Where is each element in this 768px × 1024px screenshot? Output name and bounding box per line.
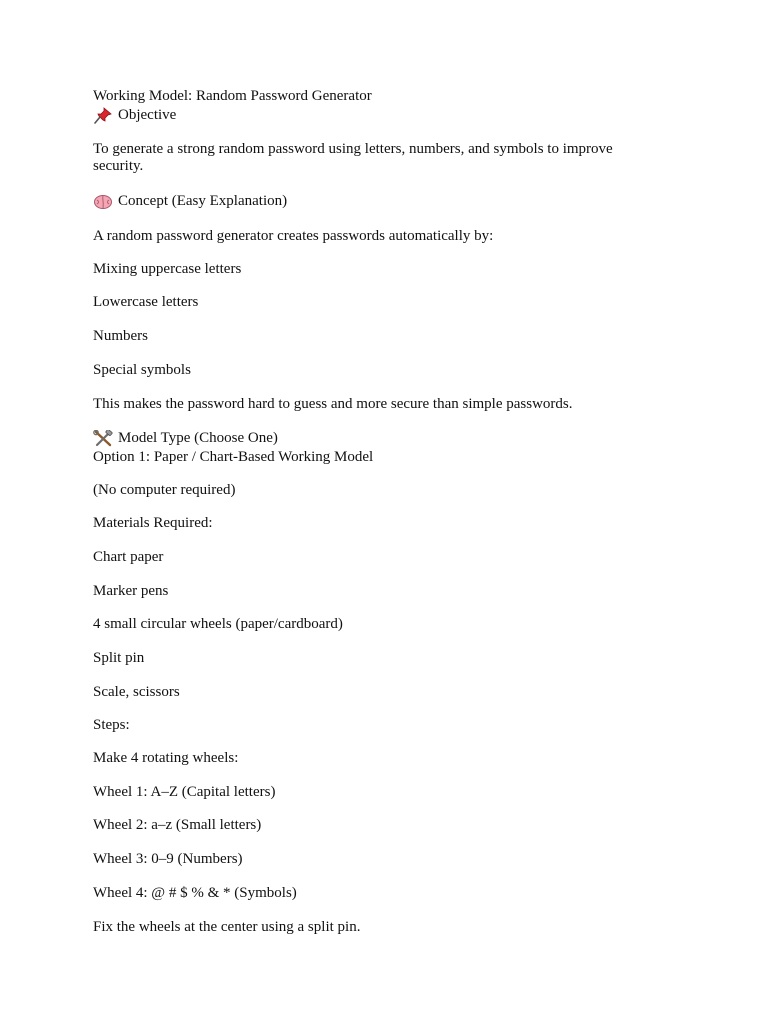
document-title: Working Model: Random Password Generator bbox=[93, 88, 372, 104]
tools-icon bbox=[93, 430, 113, 447]
fix-step: Fix the wheels at the center using a split pin. bbox=[93, 919, 361, 935]
list-item: Special symbols bbox=[93, 362, 191, 378]
list-item: Scale, scissors bbox=[93, 684, 180, 700]
steps-intro: Make 4 rotating wheels: bbox=[93, 750, 239, 766]
objective-text: To generate a strong random password using letters, numbers, and symbols to improve security. bbox=[93, 141, 613, 174]
steps-heading: Steps: bbox=[93, 717, 130, 733]
list-item: Marker pens bbox=[93, 583, 169, 599]
model-heading bbox=[93, 430, 693, 447]
list-item: Numbers bbox=[93, 328, 148, 344]
list-item: Wheel 2: a–z (Small letters) bbox=[93, 817, 262, 833]
brain-icon bbox=[93, 193, 113, 210]
list-item: Lowercase letters bbox=[93, 294, 199, 310]
concept-heading bbox=[93, 193, 693, 210]
list-item: Mixing uppercase letters bbox=[93, 261, 242, 277]
concept-intro: A random password generator creates passwords automatically by: bbox=[93, 228, 494, 244]
list-item: Wheel 1: A–Z (Capital letters) bbox=[93, 784, 276, 800]
option1-title: Option 1: Paper / Chart-Based Working Model bbox=[93, 449, 374, 465]
model-heading-text: Model Type (Choose One) bbox=[118, 430, 278, 446]
pushpin-icon bbox=[93, 107, 113, 124]
list-item: Split pin bbox=[93, 650, 145, 666]
concept-heading-text: Concept (Easy Explanation) bbox=[118, 193, 288, 209]
materials-heading: Materials Required: bbox=[93, 515, 213, 531]
option1-note: (No computer required) bbox=[93, 482, 236, 498]
objective-heading bbox=[93, 107, 693, 124]
objective-heading-text: Objective bbox=[118, 107, 177, 123]
list-item: Chart paper bbox=[93, 549, 164, 565]
concept-summary: This makes the password hard to guess and more secure than simple passwords. bbox=[93, 396, 573, 412]
list-item: Wheel 3: 0–9 (Numbers) bbox=[93, 851, 243, 867]
list-item: Wheel 4: @ # $ % & * (Symbols) bbox=[93, 885, 297, 901]
list-item: 4 small circular wheels (paper/cardboard) bbox=[93, 616, 343, 632]
